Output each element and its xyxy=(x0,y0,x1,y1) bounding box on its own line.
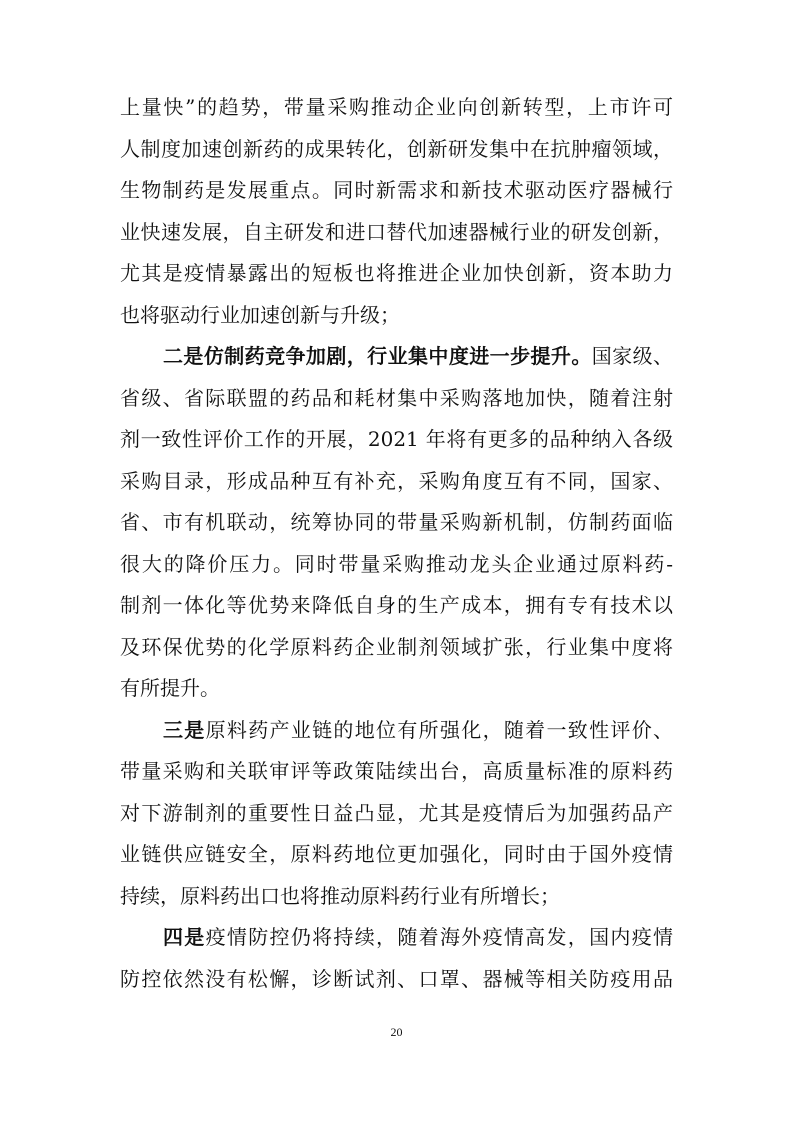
body-text: 原料药产业链的地位有所强化，随着一致性评价、 xyxy=(205,717,673,742)
body-text-line: 业快速发展，自主研发和进口替代加速器械行业的研发创新， xyxy=(120,219,673,244)
body-text-line xyxy=(120,336,673,378)
paragraph-lead-bold: 二是仿制药竞争加剧，行业集中度进一步提升。 xyxy=(163,344,592,368)
paragraph-lead-bold: 三是 xyxy=(163,717,206,742)
document-body xyxy=(120,87,673,1000)
body-text-line xyxy=(120,710,673,752)
body-text-line: 也将驱动行业加速创新与升级； xyxy=(120,302,400,327)
body-text-line: 上量快”的趋势，带量采购推动企业向创新转型，上市许可 xyxy=(120,95,673,119)
paragraph-lead-bold: 四是 xyxy=(163,925,206,949)
body-text-line: 防控依然没有松懈，诊断试剂、口罩、器械等相关防疫用品 xyxy=(120,966,673,991)
body-text-line: 采购目录，形成品种互有补充，采购角度互有不同，国家、 xyxy=(120,468,673,493)
body-text-line: 有所提升。 xyxy=(120,676,220,700)
body-text-line: 省级、省际联盟的药品和耗材集中采购落地加快，随着注射 xyxy=(120,385,673,410)
body-text-line: 持续，原料药出口也将推动原料药行业有所增长； xyxy=(120,883,560,908)
paragraph xyxy=(120,336,673,710)
paragraph xyxy=(120,87,673,336)
body-text: 国家级、 xyxy=(591,344,673,368)
body-text-line: 剂一致性评价工作的开展，2021 年将有更多的品种纳入各级 xyxy=(120,427,673,451)
body-text-line xyxy=(120,917,673,959)
body-text-line: 省、市有机联动，统筹协同的带量采购新机制，仿制药面临 xyxy=(120,510,673,534)
body-text-line: 及环保优势的化学原料药企业制剂领域扩张，行业集中度将 xyxy=(120,634,673,659)
paragraph xyxy=(120,710,673,918)
page-number: 20 xyxy=(390,1025,403,1039)
body-text-line: 生物制药是发展重点。同时新需求和新技术驱动医疗器械行 xyxy=(120,178,673,202)
body-text-line: 业链供应链安全，原料药地位更加强化，同时由于国外疫情 xyxy=(120,842,673,866)
body-text-line: 人制度加速创新药的成果转化，创新研发集中在抗肿瘤领域， xyxy=(120,136,673,161)
body-text-line: 尤其是疫情暴露出的短板也将推进企业加快创新，资本助力 xyxy=(120,261,673,285)
body-text-line: 带量采购和关联审评等政策陆续出台，高质量标准的原料药 xyxy=(120,759,673,783)
body-text: 疫情防控仍将持续，随着海外疫情高发，国内疫情 xyxy=(205,925,673,949)
body-text-line: 制剂一体化等优势来降低自身的生产成本，拥有专有技术以 xyxy=(120,593,673,617)
body-text-line: 很大的降价压力。同时带量采购推动龙头企业通过原料药- xyxy=(120,551,673,576)
body-text-line: 对下游制剂的重要性日益凸显，尤其是疫情后为加强药品产 xyxy=(120,800,673,825)
paragraph xyxy=(120,917,673,1000)
